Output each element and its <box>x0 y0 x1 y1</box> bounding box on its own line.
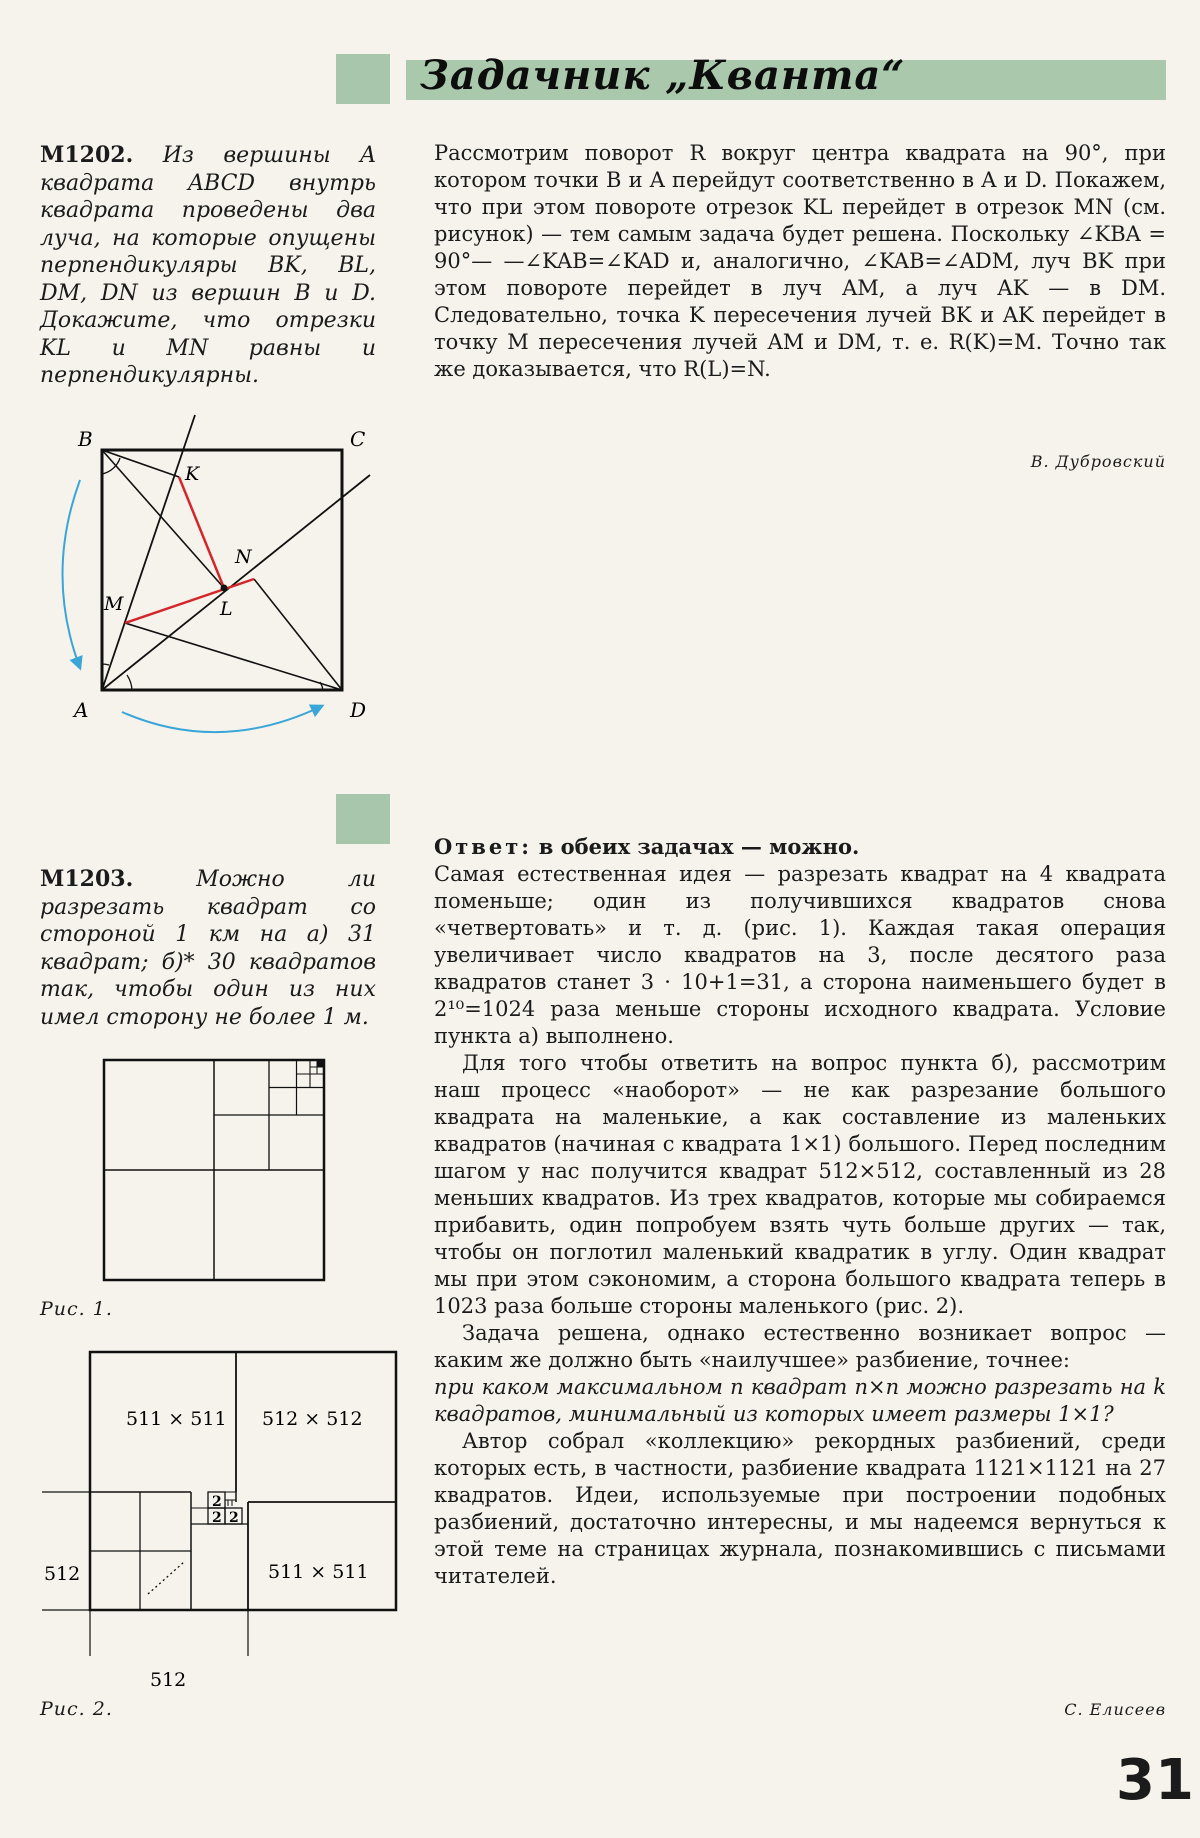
m1203-author: С. Елисеев <box>1064 1700 1166 1719</box>
rotation-arrow-left <box>63 480 81 668</box>
page-number: 31 <box>1116 1748 1194 1813</box>
m1202-label: М1202. <box>40 142 134 168</box>
section-title: Задачник „Кванта“ <box>420 52 906 99</box>
segment-dm <box>125 623 342 690</box>
m1203-paragraph-2: Для того чтобы ответить на вопрос пункта б), рассмотрим наш процесс «наоборот» — не как разрезание большого квадрата на маленькие, а как составление из маленьких квадратов (начиная с квадрата 1×1) большого. Перед последним шагом у нас получится квадрат 512×512, составленный из 28 меньших квадратов. Из трех квадратов, которые мы собираемся прибавить, один попробуем взять чуть больше других — так, чтобы он поглотил маленький квадратик в углу. Один квадрат мы при этом сэкономим, а сторона большого квадрата теперь в 1023 раза больше стороны маленького (рис. 2). <box>434 1051 1166 1318</box>
label-m: M <box>104 593 124 615</box>
fig2-label-small-b: 2 <box>212 1510 222 1526</box>
label-c: C <box>350 427 366 451</box>
fig2-bottom-dimension: 512 <box>150 1669 187 1691</box>
point-l <box>221 585 228 592</box>
m1202-author: В. Дубровский <box>1030 452 1166 471</box>
fig2-label-small-c: 2 <box>229 1510 239 1526</box>
m1203-answer-label: Ответ: <box>434 834 533 859</box>
m1203-answer <box>434 833 1166 861</box>
label-d: D <box>350 698 367 722</box>
figure-1 <box>100 1056 330 1286</box>
m1203-paragraph-4: Автор собрал «коллекцию» рекордных разбиений, среди которых есть, в частности, разбиение квадрата 1121×1121 на 27 квадратов. Идеи, используемые при построении подобных разбиений, достаточно интересны, и мы надеемся вернуться к этой теме на страницах журнала, познакомившись с письмами читателей. <box>434 1429 1166 1588</box>
m1202-statement <box>40 142 376 390</box>
label-n: N <box>235 546 252 568</box>
m1203-statement <box>40 866 376 1031</box>
section-color-block <box>336 794 390 844</box>
m1202-solution-text: Рассмотрим поворот R вокруг центра квадрата на 90°, при котором точки B и A перейдут соответственно в A и D. Покажем, что при этом повороте отрезок KL перейдет в отрезок MN (см. рисунок) — тем самым задача будет решена. Поскольку ∠KBA = 90°— —∠KAB=∠KAD и, аналогично, ∠KAB=∠ADM, луч BK при этом повороте перейдет в луч AM, а луч AK — в DM. Следовательно, точка K пересечения лучей BK и AK перейдет в точку M пересечения лучей AM и DM, т. е. R(K)=M. Точно так же доказывается, что R(L)=N. <box>434 141 1166 381</box>
segment-mn <box>125 579 254 623</box>
m1203-solution <box>434 833 1166 1590</box>
m1202-figure <box>40 410 390 750</box>
fig1-caption: Рис. 1. <box>40 1298 113 1320</box>
m1203-label: М1203. <box>40 866 134 892</box>
m1203-paragraph-1: Самая естественная идея — разрезать квадрат на 4 квадрата поменьше; один из получившихся квадратов снова «четвертовать» и т. д. (рис. 1). Каждая такая операция увеличивает число квадратов на 3, после десятого раза квадратов станет 3 · 10+1=31, а сторона наименьшего будет в 2¹⁰=1024 раза меньше стороны исходного квадрата. Условие пункта а) выполнено. <box>434 862 1166 1048</box>
square-abcd <box>102 450 342 690</box>
rotation-arrow-bottom <box>122 706 322 732</box>
label-b: B <box>78 427 93 451</box>
fig2-label-top-right: 512 × 512 <box>262 1408 363 1430</box>
fig2-label-top-left: 511 × 511 <box>126 1408 227 1430</box>
figure-2 <box>36 1346 406 1706</box>
label-a: A <box>74 698 89 722</box>
header-color-block <box>336 54 390 104</box>
fig2-caption: Рис. 2. <box>40 1698 113 1720</box>
m1203-paragraph-3-italic: при каком максимальном n квадрат n×n можно разрезать на k квадратов, минимальный из которых имеет размеры 1×1? <box>434 1375 1166 1426</box>
segment-kl <box>179 477 224 588</box>
label-l: L <box>220 598 233 620</box>
fig2-label-bottom-right: 511 × 511 <box>268 1561 369 1583</box>
fig2-label-small-a: 2 <box>212 1494 222 1510</box>
m1202-solution <box>434 140 1166 383</box>
m1203-statement-text: Можно ли разрезать квадрат со стороной 1 км на а) 31 квадрат; б)* 30 квадратов так, чтобы один из них имел сторону не более 1 м. <box>40 867 376 1030</box>
m1203-paragraph-3: Задача решена, однако естественно возникает вопрос — каким же должно быть «наилучшее» разбиение, точнее: <box>434 1321 1166 1372</box>
m1202-statement-text: Из вершины A квадрата ABCD внутрь квадрата проведены два луча, на которые опущены перпендикуляры BK, BL, DM, DN из вершин B и D. Докажите, что отрезки KL и MN равны и перпендикулярны. <box>40 143 376 388</box>
ray-1 <box>102 415 195 690</box>
segment-dn <box>254 579 342 690</box>
fig2-left-dimension: 512 <box>44 1563 81 1585</box>
fig2-dotted-line <box>148 1562 184 1594</box>
label-k: K <box>185 463 200 485</box>
m1203-answer-text: в обеих задачах — можно. <box>538 834 860 859</box>
